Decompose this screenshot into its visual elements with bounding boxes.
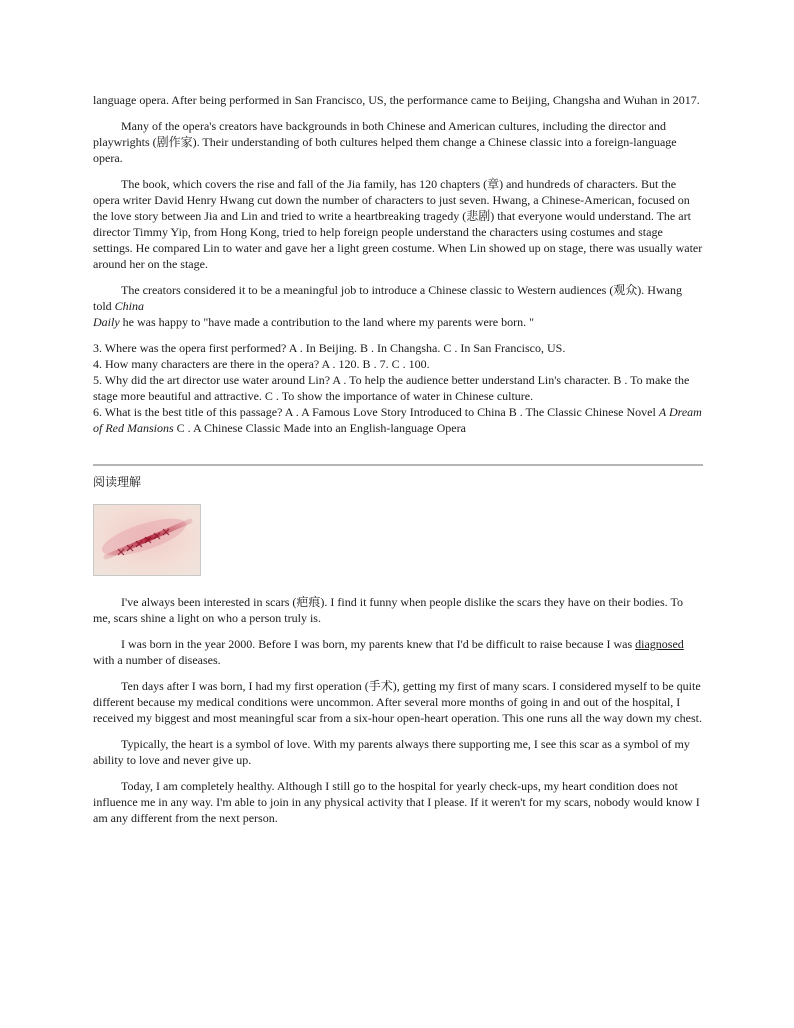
paragraph <box>93 636 703 668</box>
paragraph-text: with a number of diseases. <box>93 653 221 667</box>
paragraph: Today, I am completely healthy. Although I still go to the hospital for yearly check-ups, my heart condition does not influence me in any way. I'm able to join in any physical activity that I please. If it weren't for my scars, nobody would know I am any different from the next person. <box>93 779 700 825</box>
paragraph: The book, which covers the rise and fall of the Jia family, has 120 chapters (章) and hundreds of characters. But the opera writer David Henry Hwang cut down the number of characters to just seven. Hwang, a Chinese-American, focused on the love story between Jia and Lin and tried to write a heartbreaking tragedy (悲剧) that everyone would understand. The art director Timmy Yip, from Hong Kong, tried to help foreign people understand the characters using costumes and stage settings. He compared Lin to water and gave her a light green costume. When Lin showed up on stage, there was usually water around her on the stage. <box>93 177 703 271</box>
question-5: 5. Why did the art director use water around Lin? A . To help the audience better understand Lin's character. B . To make the stage more beautiful and attractive. C . To show the importance of water in Chinese culture. <box>93 373 690 403</box>
question-text: C . A Chinese Classic Made into an English-language Opera <box>173 421 466 435</box>
paragraph <box>93 282 703 330</box>
italic-text: Daily <box>93 315 120 329</box>
scar-stitches-image <box>93 504 201 576</box>
paragraph: I've always been interested in scars (疤痕). I find it funny when people dislike the scars they have on their bodies. To me, scars shine a light on who a person truly is. <box>93 595 683 625</box>
italic-text: China <box>114 299 145 313</box>
paragraph-text: he was happy to "have made a contribution to the land where my parents were born. " <box>119 315 535 329</box>
paragraph-text: I was born in the year 2000. Before I was born, my parents knew that I'd be difficult to raise because I was <box>121 637 636 651</box>
paragraph: Typically, the heart is a symbol of love. With my parents always there supporting me, I see this scar as a symbol of my ability to love and never give up. <box>93 737 690 767</box>
question-text: 6. What is the best title of this passage? A . A Famous Love Story Introduced to China B . The Classic Chinese Novel <box>93 405 659 419</box>
underlined-word: diagnosed <box>635 637 684 651</box>
document-page <box>93 92 703 826</box>
italic-title: A Dream of Red Mansions <box>93 405 702 435</box>
paragraph: language opera. After being performed in San Francisco, US, the performance came to Beijing, Changsha and Wuhan in 2017. <box>93 93 700 107</box>
question-3: 3. Where was the opera first performed? A . In Beijing. B . In Changsha. C . In San Francisco, US. <box>93 341 566 355</box>
paragraph: Ten days after I was born, I had my first operation (手术), getting my first of many scars. I considered myself to be quite different because my medical conditions were uncommon. After several more months of going in and out of the hospital, I received my biggest and most meaningful scar from a six-hour open-heart operation. This one runs all the way down my chest. <box>93 679 702 725</box>
paragraph-text: The creators considered it to be a meaningful job to introduce a Chinese classic to Western audiences (观众). Hwang told <box>93 283 682 313</box>
question-6 <box>93 404 703 436</box>
section-divider <box>93 464 703 466</box>
paragraph: Many of the opera's creators have backgrounds in both Chinese and American cultures, including the director and playwrights (剧作家). Their understanding of both cultures helped them change a Chinese classic into a foreign-language opera. <box>93 119 677 165</box>
question-4: 4. How many characters are there in the opera? A . 120. B . 7. C . 100. <box>93 357 430 371</box>
section-heading: 阅读理解 <box>93 475 142 489</box>
